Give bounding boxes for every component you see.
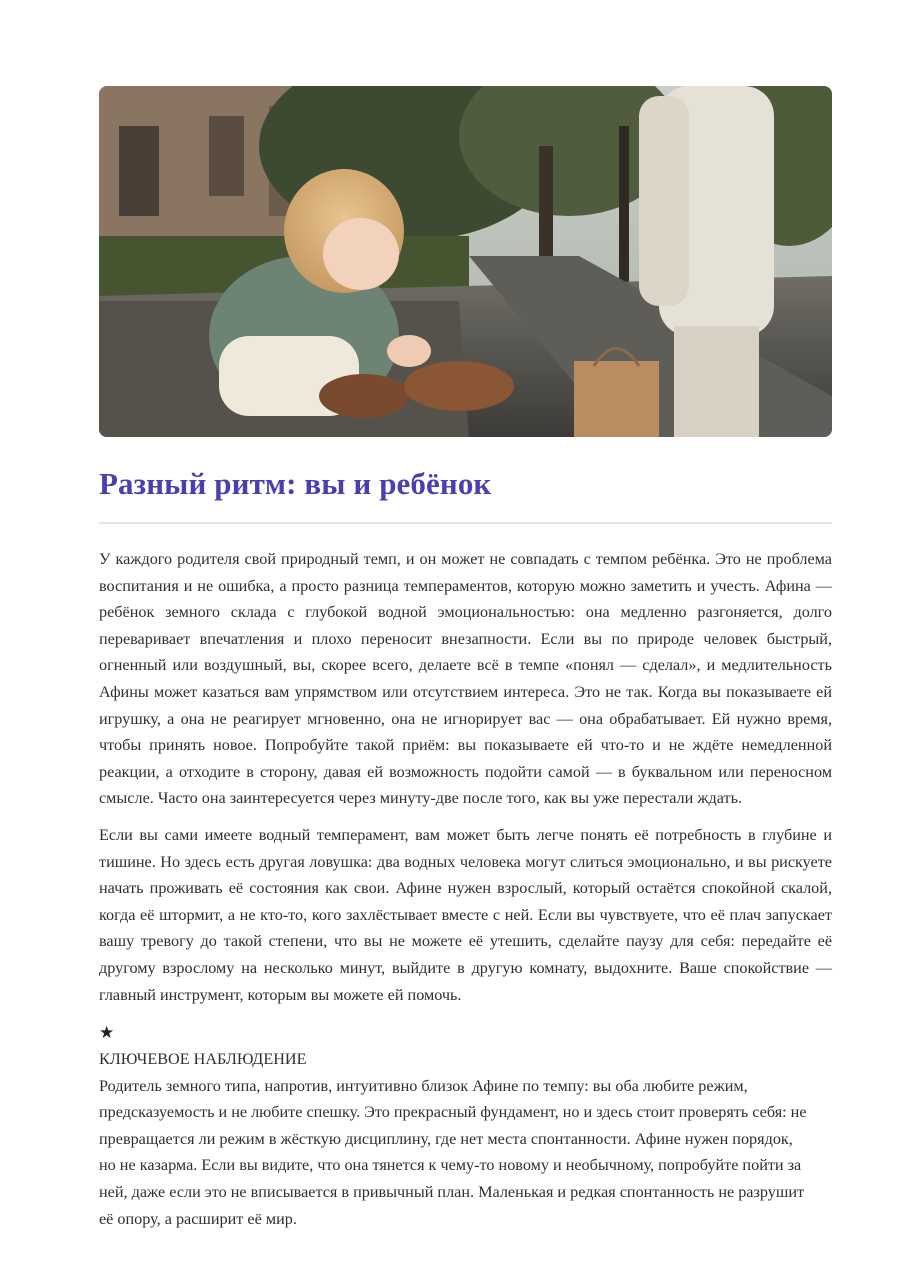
callout-line: предсказуемость и не любите спешку. Это прекрасный фундамент, но и здесь стоит проверять себя: не [99,1103,807,1122]
article-paragraph: У каждого родителя свой природный темп, и он может не совпадать с темпом ребёнка. Это не проблема воспитания и не ошибка, а просто разница темпераментов, которую можно заметить и учесть. Афина — ребёнок земного склада с глубокой водной эмоциональностью: она медленно разгоняется, долго переваривает впечатления и плохо переносит внезапности. Если вы по природе человек быстрый, огненный или воздушный, вы, скорее всего, делаете всё в темпе «понял — сделал», и медлительность Афины может казаться вам упрямством или отсутствием интереса. Это не так. Когда вы показываете ей игрушку, а она не реагирует мгновенно, она не игнорирует вас — она обрабатывает. Ей нужно время, чтобы принять новое. Попробуйте такой приём: вы показываете ей что-то и не ждёте немедленной реакции, а отходите в сторону, давая ей возможность подойти самой — в буквальном или переносном смысле. Часто она заинтересуется через минуту-две после того, как вы уже перестали ждать. [99,550,832,808]
key-observation-callout [99,1020,832,1232]
callout-line: ней, даже если это не вписывается в привычный план. Маленькая и редкая спонтанность не разрушит [99,1183,805,1202]
star-icon: ★ [99,1023,115,1043]
article-paragraph: Если вы сами имеете водный темперамент, вам может быть легче понять её потребность в глубине и тишине. Но здесь есть другая ловушка: два водных человека могут слиться эмоционально, и вы рискуете начать проживать её состояния как свои. Афине нужен взрослый, который остаётся спокойной скалой, когда её штормит, а не кто-то, кого захлёстывает вместе с ней. Если вы чувствуете, что её плач запускает вашу тревогу до такой степени, что вы не можете её утешить, сделайте паузу для себя: передайте её другому взрослому на несколько минут, выйдите в другую комнату, выдохните. Ваше спокойствие — главный инструмент, которым вы можете ей помочь. [99,825,832,1004]
callout-line: Родитель земного типа, напротив, интуитивно близок Афине по темпу: вы оба любите режим, [99,1076,748,1095]
callout-line: её опору, а расширит её мир. [99,1209,297,1228]
callout-line: но не казарма. Если вы видите, что она тянется к чему-то новому и необычному, попробуйте пойти за [99,1156,802,1175]
hero-photo [99,86,832,437]
title-divider [99,522,832,524]
callout-line: превращается ли режим в жёсткую дисциплину, где нет места спонтанности. Афине нужен порядок, [99,1129,793,1148]
callout-body [99,1073,829,1233]
callout-label: КЛЮЧЕВОЕ НАБЛЮДЕНИЕ [99,1050,307,1069]
article-title: Разный ритм: вы и ребёнок [99,466,492,501]
photo-child-tying-shoes-icon [99,86,832,437]
